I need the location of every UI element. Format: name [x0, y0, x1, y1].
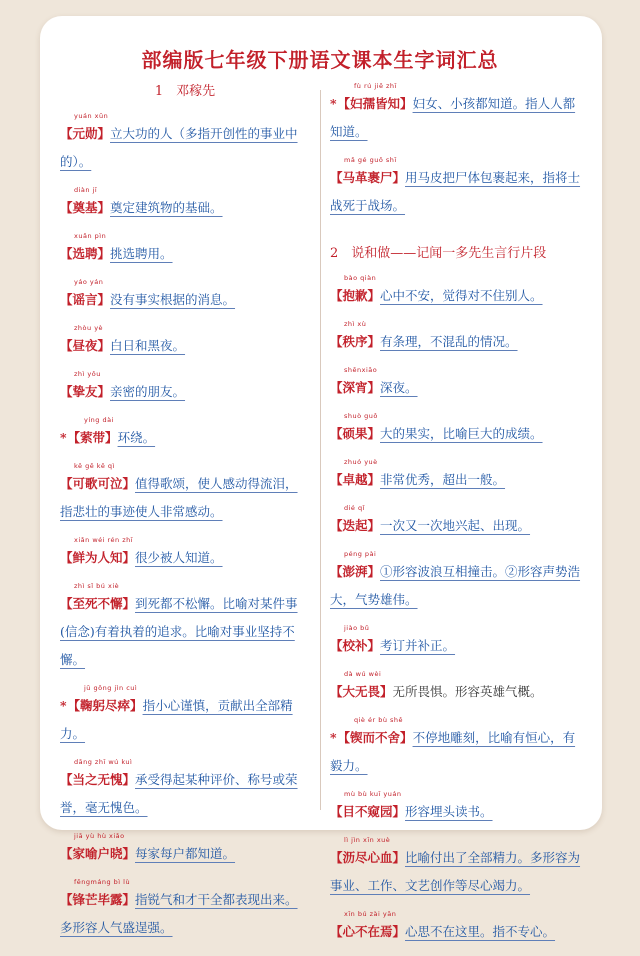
vocab-definition: 值得歌颂，使人感动得流泪，指悲壮的事迹使人非常感动。 [60, 476, 298, 519]
vocab-word: 【奠基】 [60, 200, 111, 215]
vocab-word: 【可歌可泣】 [60, 476, 136, 491]
vocab-word: 【沥尽心血】 [330, 850, 406, 865]
vocab-entry [60, 684, 310, 748]
vocab-word: 【昼夜】 [60, 338, 111, 353]
vocab-definition: 大的果实，比喻巨大的成绩。 [380, 426, 543, 441]
vocab-line [330, 558, 582, 614]
vocab-entry [330, 670, 582, 706]
vocab-entry [60, 370, 310, 406]
vocab-entry [60, 878, 310, 942]
vocab-entry [330, 716, 582, 780]
vocab-line [60, 240, 310, 268]
vocab-line [330, 632, 582, 660]
vocab-line [60, 886, 310, 942]
vocab-word: 【萦带】 [67, 430, 118, 445]
vocab-word: 【澎湃】 [330, 564, 381, 579]
pinyin: fù rú jiē zhī [354, 82, 397, 90]
vocab-line [60, 692, 310, 748]
pinyin: yíng dài [84, 416, 114, 424]
vocab-word: 【谣言】 [60, 292, 111, 307]
vocab-word: 【深宵】 [330, 380, 381, 395]
vocab-list-1-continued [330, 82, 582, 220]
star-marker: * [60, 430, 67, 445]
vocab-entry [330, 366, 582, 402]
pinyin: shuò guǒ [344, 412, 378, 420]
vocab-line [60, 378, 310, 406]
vocab-word: 【选聘】 [60, 246, 111, 261]
vocab-word: 【妇孺皆知】 [337, 96, 413, 111]
vocab-entry [60, 416, 310, 452]
vocab-definition: 心思不在这里。指不专心。 [405, 924, 556, 939]
vocab-word: 【锲而不舍】 [337, 730, 413, 745]
pinyin: zhòu yè [74, 324, 104, 332]
vocab-definition: 承受得起某种评价、称号或荣誉，毫无愧色。 [60, 772, 298, 815]
pinyin: zhì sǐ bú xiè [74, 582, 120, 590]
vocab-word: 【挚友】 [60, 384, 111, 399]
vocab-definition: 白日和黑夜。 [110, 338, 186, 353]
vocab-line [330, 918, 582, 946]
pinyin: xīn bú zài yān [344, 910, 397, 918]
vocab-line [330, 512, 582, 540]
star-marker: * [330, 96, 337, 111]
pinyin: qiè ér bù shě [354, 716, 404, 724]
pinyin: fēngmáng bì lù [74, 878, 131, 886]
vocab-entry [330, 156, 582, 220]
vocab-definition: 环绕。 [117, 430, 156, 445]
page-title: 部编版七年级下册语文课本生字词汇总 [141, 48, 499, 72]
vocab-entry [330, 624, 582, 660]
vocab-entry [60, 758, 310, 822]
vocab-entry [330, 790, 582, 826]
vocab-list-1 [60, 112, 310, 942]
pinyin: kě gē kě qì [74, 462, 115, 470]
pinyin: xiǎn wéi rén zhī [74, 536, 134, 544]
vocab-line [60, 424, 310, 452]
vocab-definition: 不停地雕刻，比喻有恒心，有毅力。 [330, 730, 576, 773]
vocab-definition: 形容埋头读书。 [405, 804, 493, 819]
vocab-entry [60, 462, 310, 526]
pinyin: dà wú wèi [344, 670, 382, 678]
vocab-word: 【心不在焉】 [330, 924, 406, 939]
vocab-word: 【卓越】 [330, 472, 381, 487]
vocab-line [330, 798, 582, 826]
vocab-line [60, 766, 310, 822]
vocab-word: 【目不窥园】 [330, 804, 406, 819]
right-column [330, 82, 582, 956]
section-heading-2: 2 说和做——记闻一多先生言行片段 [330, 246, 547, 261]
vocab-word: 【迭起】 [330, 518, 381, 533]
vocab-line [330, 466, 582, 494]
vocab-line [60, 194, 310, 222]
section-heading-1: 1 邓稼先 [154, 84, 216, 99]
vocab-line [330, 420, 582, 448]
vocab-line [330, 90, 582, 146]
pinyin: zhì yǒu [74, 370, 101, 378]
vocab-definition: 到死都不松懈。比喻对某件事(信念)有着执着的追求。比喻对事业坚持不懈。 [60, 596, 298, 667]
vocab-entry [60, 832, 310, 868]
vocab-line [60, 286, 310, 314]
pinyin: mǎ gé guǒ shī [344, 156, 397, 164]
vocab-line [330, 678, 582, 706]
pinyin: zhì xù [344, 320, 367, 328]
vocab-definition: 没有事实根据的消息。 [110, 292, 236, 307]
vocab-entry [330, 550, 582, 614]
pinyin: dāng zhī wú kuì [74, 758, 133, 766]
vocab-entry [330, 274, 582, 310]
vocab-entry [60, 278, 310, 314]
vocab-definition: 心中不安，觉得对不住别人。 [380, 288, 543, 303]
pinyin: zhuó yuè [344, 458, 378, 466]
vocab-definition: 每家每户都知道。 [135, 846, 236, 861]
vocab-word: 【鲜为人知】 [60, 550, 136, 565]
star-marker: * [60, 698, 67, 713]
vocab-line [330, 844, 582, 900]
vocab-definition: 用马皮把尸体包裹起来，指将士战死于战场。 [330, 170, 581, 213]
vocab-definition: 奠定建筑物的基础。 [110, 200, 223, 215]
vocab-entry [330, 836, 582, 900]
pinyin: péng pài [344, 550, 377, 558]
vocab-word: 【锋芒毕露】 [60, 892, 136, 907]
pinyin: yáo yán [74, 278, 104, 286]
vocab-line [60, 840, 310, 868]
vocab-line [330, 724, 582, 780]
vocab-line [330, 164, 582, 220]
vocab-word: 【大无畏】 [330, 684, 393, 699]
vocab-entry [60, 186, 310, 222]
vocab-entry [330, 910, 582, 946]
vocab-word: 【硕果】 [330, 426, 381, 441]
vocab-word: 【元勋】 [60, 126, 111, 141]
vocab-definition: 比喻付出了全部精力。多形容为事业、工作、文艺创作等尽心竭力。 [330, 850, 581, 893]
vocab-entry [330, 320, 582, 356]
vocab-line [60, 470, 310, 526]
vocab-definition: 指小心谨慎，贡献出全部精力。 [60, 698, 293, 741]
vocab-definition: 深夜。 [380, 380, 418, 395]
pinyin: mù bù kuī yuán [344, 790, 402, 798]
vocab-line [60, 590, 310, 674]
pinyin: dié qǐ [344, 504, 365, 512]
vocab-definition: 立大功的人（多指开创性的事业中的）。 [60, 126, 298, 169]
vocab-definition: ①形容波浪互相撞击。②形容声势浩大，气势雄伟。 [330, 564, 581, 607]
vocab-line [60, 544, 310, 572]
vocab-entry [330, 458, 582, 494]
pinyin: xuǎn pìn [74, 232, 107, 240]
vocab-definition: 很少被人知道。 [135, 550, 223, 565]
column-divider [320, 90, 321, 810]
vocab-line [330, 374, 582, 402]
vocab-list-2 [330, 274, 582, 946]
vocab-word: 【鞠躬尽瘁】 [67, 698, 143, 713]
vocab-word: 【校补】 [330, 638, 381, 653]
vocab-line [60, 332, 310, 360]
vocab-word: 【家喻户晓】 [60, 846, 136, 861]
vocab-word: 【秩序】 [330, 334, 381, 349]
vocab-definition: 一次又一次地兴起、出现。 [380, 518, 531, 533]
pinyin: diàn jī [74, 186, 98, 194]
vocab-entry [60, 536, 310, 572]
vocab-word: 【抱歉】 [330, 288, 381, 303]
vocab-entry [330, 504, 582, 540]
vocab-entry [330, 82, 582, 146]
vocab-word: 【当之无愧】 [60, 772, 136, 787]
vocab-entry [60, 112, 310, 176]
vocab-entry [60, 232, 310, 268]
pinyin: shēnxiāo [344, 366, 378, 374]
left-column [60, 82, 310, 952]
vocab-entry [60, 582, 310, 674]
pinyin: yuán xūn [74, 112, 109, 120]
pinyin: bào qiàn [344, 274, 377, 282]
star-marker: * [330, 730, 337, 745]
vocab-definition: 无所畏惧。形容英雄气概。 [392, 684, 543, 699]
vocab-definition: 考订并补正。 [380, 638, 456, 653]
vocab-definition: 有条理，不混乱的情况。 [380, 334, 518, 349]
vocab-entry [330, 412, 582, 448]
vocab-definition: 指锐气和才干全都表现出来。多形容人气盛逞强。 [60, 892, 298, 935]
vocab-word: 【马革裹尸】 [330, 170, 406, 185]
vocab-word: 【至死不懈】 [60, 596, 136, 611]
vocab-definition: 亲密的朋友。 [110, 384, 186, 399]
pinyin: lì jìn xīn xuè [344, 836, 391, 844]
pinyin: jiào bǔ [344, 624, 370, 632]
vocab-line [330, 328, 582, 356]
vocab-line [60, 120, 310, 176]
vocab-definition: 挑选聘用。 [110, 246, 173, 261]
vocab-entry [60, 324, 310, 360]
vocab-definition: 非常优秀，超出一般。 [380, 472, 506, 487]
vocab-definition: 妇女、小孩都知道。指人人都知道。 [330, 96, 576, 139]
pinyin: jiā yù hù xiǎo [74, 832, 125, 840]
pinyin: jū gōng jìn cuì [84, 684, 138, 692]
vocab-line [330, 282, 582, 310]
